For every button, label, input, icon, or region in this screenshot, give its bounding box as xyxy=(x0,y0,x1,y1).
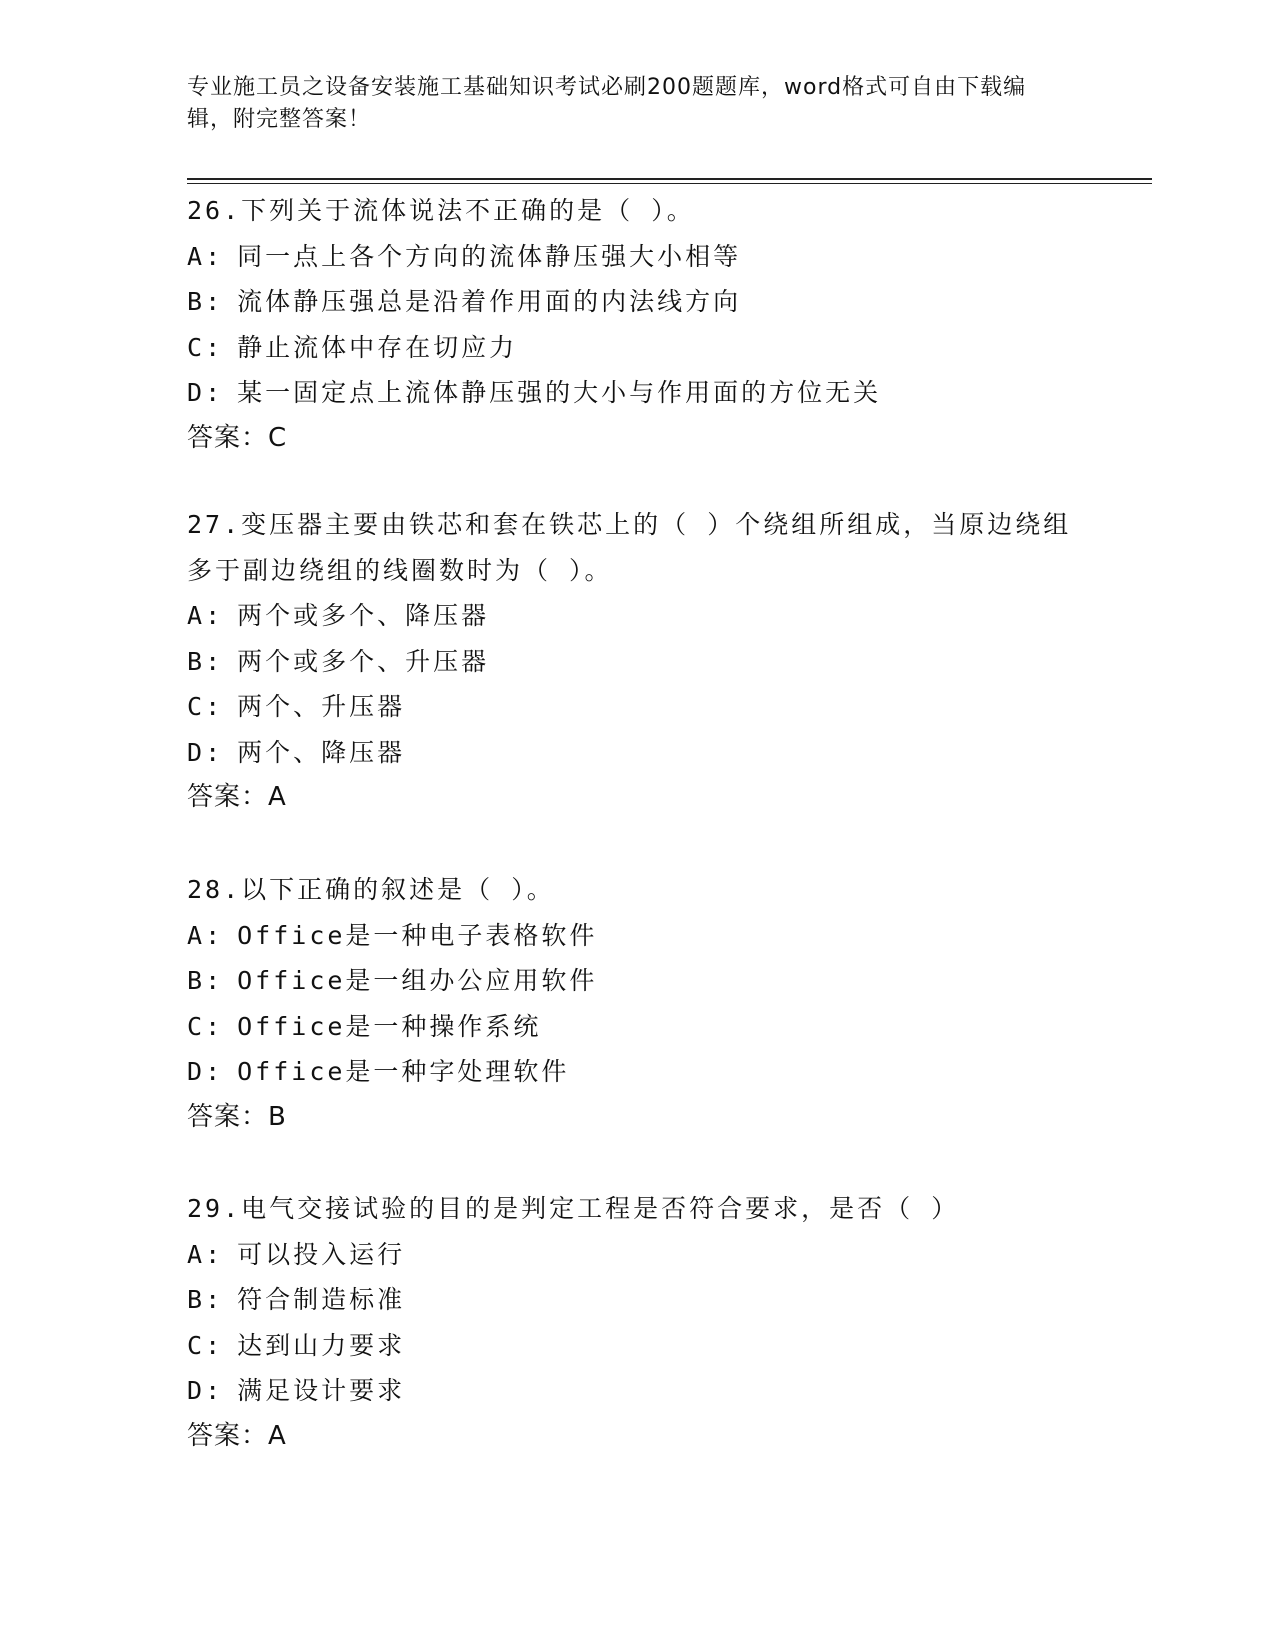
option-letter: A xyxy=(187,601,206,630)
option-text: 静止流体中存在切应力 xyxy=(237,332,518,362)
question-28 xyxy=(187,867,1087,1140)
option-text: 同一点上各个方向的流体静压强大小相等 xyxy=(237,241,742,271)
option-text: 满足设计要求 xyxy=(237,1376,406,1405)
option-a xyxy=(187,913,1087,959)
option-text: Office是一种字处理软件 xyxy=(237,1057,570,1086)
answer-value: B xyxy=(268,1101,287,1132)
answer-line xyxy=(187,775,1087,821)
option-text: 某一固定点上流体静压强的大小与作用面的方位无关 xyxy=(237,378,882,407)
option-a xyxy=(187,593,1087,639)
option-letter: D xyxy=(187,1376,206,1405)
option-text: Office是一种电子表格软件 xyxy=(237,920,598,950)
option-letter: A xyxy=(187,241,206,271)
option-d xyxy=(187,370,1087,416)
option-letter: A xyxy=(187,920,206,950)
answer-label: 答案： xyxy=(187,1101,269,1132)
option-separator: : xyxy=(205,692,224,721)
option-separator: : xyxy=(205,1285,224,1314)
option-text: Office是一种操作系统 xyxy=(237,1011,542,1041)
option-text: 两个、升压器 xyxy=(237,692,406,721)
option-text: Office是一组办公应用软件 xyxy=(237,966,598,995)
question-stem: 29.电气交接试验的目的是判定工程是否符合要求，是否（ ） xyxy=(187,1194,960,1223)
option-separator: : xyxy=(205,1239,224,1269)
option-letter: A xyxy=(187,1239,206,1269)
option-a xyxy=(187,1232,1087,1278)
option-c xyxy=(187,684,1087,730)
document-title: 专业施工员之设备安装施工基础知识考试必刷200题题库，word格式可自由下载编辑，附完整答案！ xyxy=(187,75,1027,132)
option-letter: C xyxy=(187,1011,206,1041)
option-separator: : xyxy=(205,287,224,316)
option-b xyxy=(187,279,1087,325)
option-letter: C xyxy=(187,1330,206,1360)
option-c xyxy=(187,1004,1087,1050)
option-letter: B xyxy=(187,287,206,316)
question-stem: 28.以下正确的叙述是（ ）。 xyxy=(187,875,555,904)
option-text: 符合制造标准 xyxy=(237,1285,406,1314)
option-separator: : xyxy=(205,601,224,630)
option-c xyxy=(187,325,1087,371)
option-separator: : xyxy=(205,646,224,676)
option-letter: D xyxy=(187,1057,206,1086)
question-29 xyxy=(187,1186,1087,1459)
answer-label: 答案： xyxy=(187,422,269,453)
option-text: 达到山力要求 xyxy=(237,1330,406,1360)
option-separator: : xyxy=(205,966,224,995)
option-separator: : xyxy=(205,378,224,407)
option-b xyxy=(187,1277,1087,1323)
answer-line xyxy=(187,1414,1087,1460)
option-separator: : xyxy=(205,1011,224,1041)
option-letter: C xyxy=(187,692,206,721)
option-text: 流体静压强总是沿着作用面的内法线方向 xyxy=(237,287,742,316)
option-letter: D xyxy=(187,737,206,767)
option-letter: B xyxy=(187,1285,206,1314)
option-letter: D xyxy=(187,378,206,407)
answer-label: 答案： xyxy=(187,1420,269,1451)
question-stem: 27.变压器主要由铁芯和套在铁芯上的（ ）个绕组所组成，当原边绕组多于副边绕组的线圈数时为（ ）。 xyxy=(187,510,1072,585)
question-27 xyxy=(187,502,1087,821)
option-text: 两个或多个、降压器 xyxy=(237,601,490,630)
answer-value: C xyxy=(268,422,288,453)
answer-label: 答案： xyxy=(187,782,269,812)
option-separator: : xyxy=(205,1330,224,1360)
header-rule-thin xyxy=(187,183,1152,184)
option-a xyxy=(187,234,1087,280)
option-separator: : xyxy=(205,1057,224,1086)
header-rule-thick xyxy=(187,178,1152,180)
question-26 xyxy=(187,188,1087,461)
option-separator: : xyxy=(205,332,224,362)
option-d xyxy=(187,1368,1087,1414)
option-separator: : xyxy=(205,737,224,767)
answer-value: A xyxy=(268,1420,287,1451)
option-letter: C xyxy=(187,332,206,362)
answer-value: A xyxy=(268,782,287,812)
answer-line xyxy=(187,1095,1087,1141)
option-separator: : xyxy=(205,920,224,950)
option-letter: B xyxy=(187,646,206,676)
option-c xyxy=(187,1323,1087,1369)
option-text: 两个或多个、升压器 xyxy=(237,646,490,676)
option-letter: B xyxy=(187,966,206,995)
option-b xyxy=(187,958,1087,1004)
option-d xyxy=(187,1049,1087,1095)
option-d xyxy=(187,730,1087,776)
option-text: 可以投入运行 xyxy=(237,1239,406,1269)
question-stem: 26.下列关于流体说法不正确的是（ ）。 xyxy=(187,196,695,225)
option-b xyxy=(187,639,1087,685)
answer-line xyxy=(187,416,1087,462)
option-text: 两个、降压器 xyxy=(237,737,406,767)
option-separator: : xyxy=(205,241,224,271)
option-separator: : xyxy=(205,1376,224,1405)
